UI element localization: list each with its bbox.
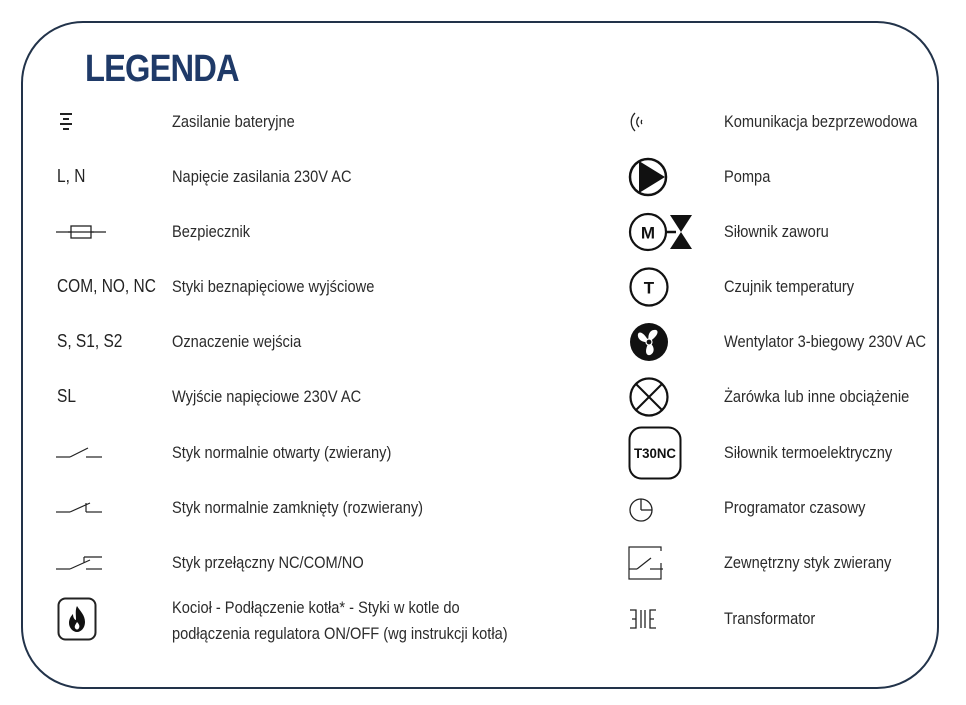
changeover-contact-icon — [56, 553, 106, 573]
legend-label-fan: Wentylator 3-biegowy 230V AC — [724, 332, 927, 351]
legend-label-wireless: Komunikacja bezprzewodowa — [724, 112, 918, 131]
legend-label-timer: Programator czasowy — [724, 498, 866, 517]
bulb-load-icon — [628, 376, 670, 418]
legend-label-boiler-line2: podłączenia regulatora ON/OFF (wg instrukcji kotła) — [172, 624, 508, 643]
legend-label-external-contact: Zewnętrzny styk zwierany — [724, 553, 892, 572]
legend-label-fuse: Bezpiecznik — [172, 222, 251, 241]
legend-code-sl: SL — [57, 386, 76, 406]
legend-label-thermoelectric-actuator: Siłownik termoelektryczny — [724, 443, 893, 462]
legend-label-input-marking: Oznaczenie wejścia — [172, 332, 302, 351]
legend-code-com-no-nc: COM, NO, NC — [57, 276, 156, 296]
legend-label-valve-actuator: Siłownik zaworu — [724, 222, 829, 241]
legend-label-bulb: Żarówka lub inne obciążenie — [724, 387, 910, 406]
legend-label-changeover-contact: Styk przełączny NC/COM/NO — [172, 553, 364, 572]
valve-actuator-icon — [628, 211, 694, 253]
legend-label-boiler-line1: Kocioł - Podłączenie kotła* - Styki w kotle do — [172, 598, 460, 617]
legend-label-no-contact: Styk normalnie otwarty (zwierany) — [172, 443, 392, 462]
legend-code-inputs: S, S1, S2 — [57, 331, 123, 351]
thermoelectric-actuator-text: T30NC — [634, 445, 676, 461]
timer-icon — [628, 497, 654, 523]
legend-label-transformer: Transformator — [724, 609, 816, 628]
legend-code-ln: L, N — [57, 166, 86, 186]
legend-label-pump: Pompa — [724, 167, 771, 186]
fuse-icon — [56, 222, 106, 242]
legend-title: LEGENDA — [85, 48, 239, 90]
legend-label-supply: Napięcie zasilania 230V AC — [172, 167, 352, 186]
transformer-icon — [628, 608, 662, 630]
legend-label-nc-contact: Styk normalnie zamknięty (rozwierany) — [172, 498, 424, 517]
legend-label-boiler — [172, 598, 508, 644]
external-contact-icon — [628, 546, 664, 580]
battery-icon — [56, 112, 76, 132]
wireless-icon — [627, 111, 649, 133]
legend-label-temperature-sensor: Czujnik temperatury — [724, 277, 855, 296]
legend-label-battery: Zasilanie bateryjne — [172, 112, 295, 131]
pump-icon — [628, 157, 668, 197]
normally-closed-contact-icon — [56, 498, 106, 518]
thermoelectric-actuator-icon — [628, 426, 682, 480]
normally-open-contact-icon — [56, 443, 106, 463]
legend-label-dry-contacts: Styki beznapięciowe wyjściowe — [172, 277, 375, 296]
legend-label-voltage-output: Wyjście napięciowe 230V AC — [172, 387, 362, 406]
temperature-sensor-letter: T — [643, 278, 655, 298]
temperature-sensor-icon — [628, 266, 670, 308]
fan-icon — [628, 321, 670, 363]
valve-actuator-letter: M — [640, 223, 656, 243]
boiler-flame-icon — [57, 597, 97, 641]
